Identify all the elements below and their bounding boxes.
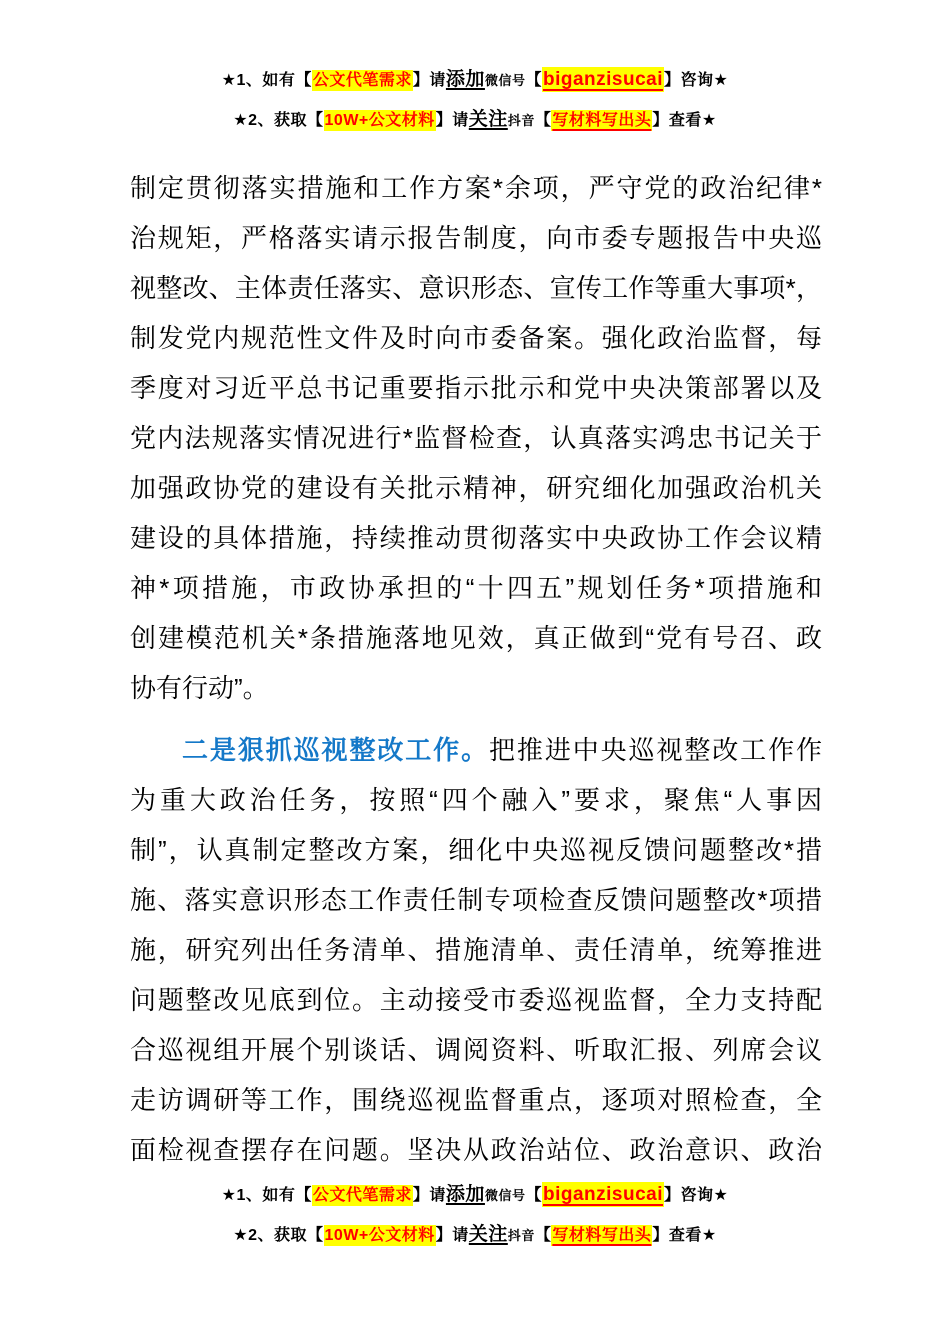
text-segment: 【 (534, 112, 552, 129)
text-segment: 微信号 (484, 1188, 526, 1203)
promo-header (0, 0, 950, 140)
text-segment: ★2、获取【 (233, 112, 324, 129)
text-segment: 【 (525, 1187, 542, 1204)
text-segment: 加强政协党的建设有关批示精神，研究细化加强政治机关 (130, 473, 822, 503)
text-segment: 走访调研等工作，围绕巡视监督重点，逐项对照检查，全 (130, 1085, 822, 1115)
body-line (130, 825, 822, 875)
promo-footer-line (0, 1175, 950, 1215)
body-line (130, 725, 822, 775)
text-segment: 施，研究列出任务清单、措施清单、责任清单，统筹推进 (130, 935, 822, 965)
paragraph-1 (130, 163, 822, 713)
text-segment: 微信号 (484, 73, 526, 88)
body-line (130, 775, 822, 825)
promo-header-line (0, 100, 950, 140)
text-segment: 把推进中央巡视整改工作作 (489, 735, 822, 765)
body-line (130, 1025, 822, 1075)
text-segment: 】请 (412, 72, 446, 89)
body-line (130, 1125, 822, 1175)
body-line (130, 1075, 822, 1125)
promo-wechat-id: biganzisucai (542, 69, 663, 90)
paragraph-2 (130, 725, 822, 1175)
section-heading: 二是狠抓巡视整改工作。 (182, 735, 489, 765)
text-segment: 】查看★ (652, 112, 717, 129)
text-segment: 党内法规落实情况进行*监督检查，认真落实鸿忠书记关于 (130, 423, 822, 453)
text-segment: 面检视查摆存在问题。坚决从政治站位、政治意识、政治 (130, 1135, 822, 1165)
body-line (130, 413, 822, 463)
text-segment: 制定贯彻落实措施和工作方案*余项，严守党的政治纪律* (130, 173, 822, 203)
promo-highlight-gongwen-daibi: 公文代笔需求 (312, 1187, 412, 1204)
text-segment: 为重大政治任务，按照“四个融入”要求，聚焦“人事因 (130, 785, 822, 815)
text-segment: 抖音 (507, 1228, 535, 1243)
document-body (130, 163, 822, 1175)
promo-highlight-materials: 10W+公文材料 (324, 112, 435, 129)
body-line (130, 875, 822, 925)
text-segment: 创建模范机关*条措施落地见效，真正做到“党有号召、政 (130, 623, 822, 653)
text-segment: 】请 (435, 112, 469, 129)
text-segment: 】咨询★ (664, 1187, 729, 1204)
text-segment: 施、落实意识形态工作责任制专项检查反馈问题整改*项措 (130, 885, 822, 915)
text-segment: 治规矩，严格落实请示报告制度，向市委专题报告中央巡 (130, 223, 822, 253)
body-line (130, 925, 822, 975)
body-line (130, 213, 822, 263)
body-line (130, 263, 822, 313)
text-segment: 制发党内规范性文件及时向市委备案。强化政治监督，每 (130, 323, 822, 353)
text-segment: 问题整改见底到位。主动接受市委巡视监督，全力支持配 (130, 985, 822, 1015)
text-segment: 【 (534, 1227, 552, 1244)
text-segment: 】咨询★ (664, 72, 729, 89)
text-segment: 】查看★ (652, 1227, 717, 1244)
promo-footer-line (0, 1215, 950, 1255)
text-segment: 抖音 (507, 113, 535, 128)
text-segment: ★2、获取【 (233, 1227, 324, 1244)
body-line (130, 163, 822, 213)
body-line (130, 463, 822, 513)
body-line (130, 363, 822, 413)
promo-douyin-id: 写材料写出头 (552, 1227, 652, 1244)
body-line (130, 663, 822, 713)
text-segment: 神*项措施，市政协承担的“十四五”规划任务*项措施和 (130, 573, 822, 603)
text-segment: 】请 (412, 1187, 446, 1204)
body-line (130, 613, 822, 663)
promo-underline-tianjia: 添加 (445, 69, 485, 90)
body-line (130, 975, 822, 1025)
text-segment: 建设的具体措施，持续推动贯彻落实中央政协工作会议精 (130, 523, 822, 553)
promo-underline-guanzhu: 关注 (468, 1224, 508, 1245)
text-segment: ★1、如有【 (221, 72, 312, 89)
text-segment: 】请 (435, 1227, 469, 1244)
promo-header-line (0, 60, 950, 100)
promo-footer (0, 1175, 950, 1255)
body-line (130, 313, 822, 363)
text-segment: ★1、如有【 (221, 1187, 312, 1204)
promo-wechat-id: biganzisucai (542, 1184, 663, 1205)
promo-highlight-materials: 10W+公文材料 (324, 1227, 435, 1244)
text-segment: 视整改、主体责任落实、意识形态、宣传工作等重大事项*， (130, 273, 822, 303)
text-segment: 【 (525, 72, 542, 89)
body-line (130, 563, 822, 613)
promo-underline-tianjia: 添加 (445, 1184, 485, 1205)
body-line (130, 513, 822, 563)
promo-underline-guanzhu: 关注 (468, 109, 508, 130)
promo-highlight-gongwen-daibi: 公文代笔需求 (312, 72, 412, 89)
text-segment: 协有行动”。 (130, 673, 269, 703)
text-segment: 季度对习近平总书记重要指示批示和党中央决策部署以及 (130, 373, 822, 403)
text-segment: 制”，认真制定整改方案，细化中央巡视反馈问题整改*措 (130, 835, 822, 865)
promo-douyin-id: 写材料写出头 (552, 112, 652, 129)
text-segment: 合巡视组开展个别谈话、调阅资料、听取汇报、列席会议 (130, 1035, 822, 1065)
